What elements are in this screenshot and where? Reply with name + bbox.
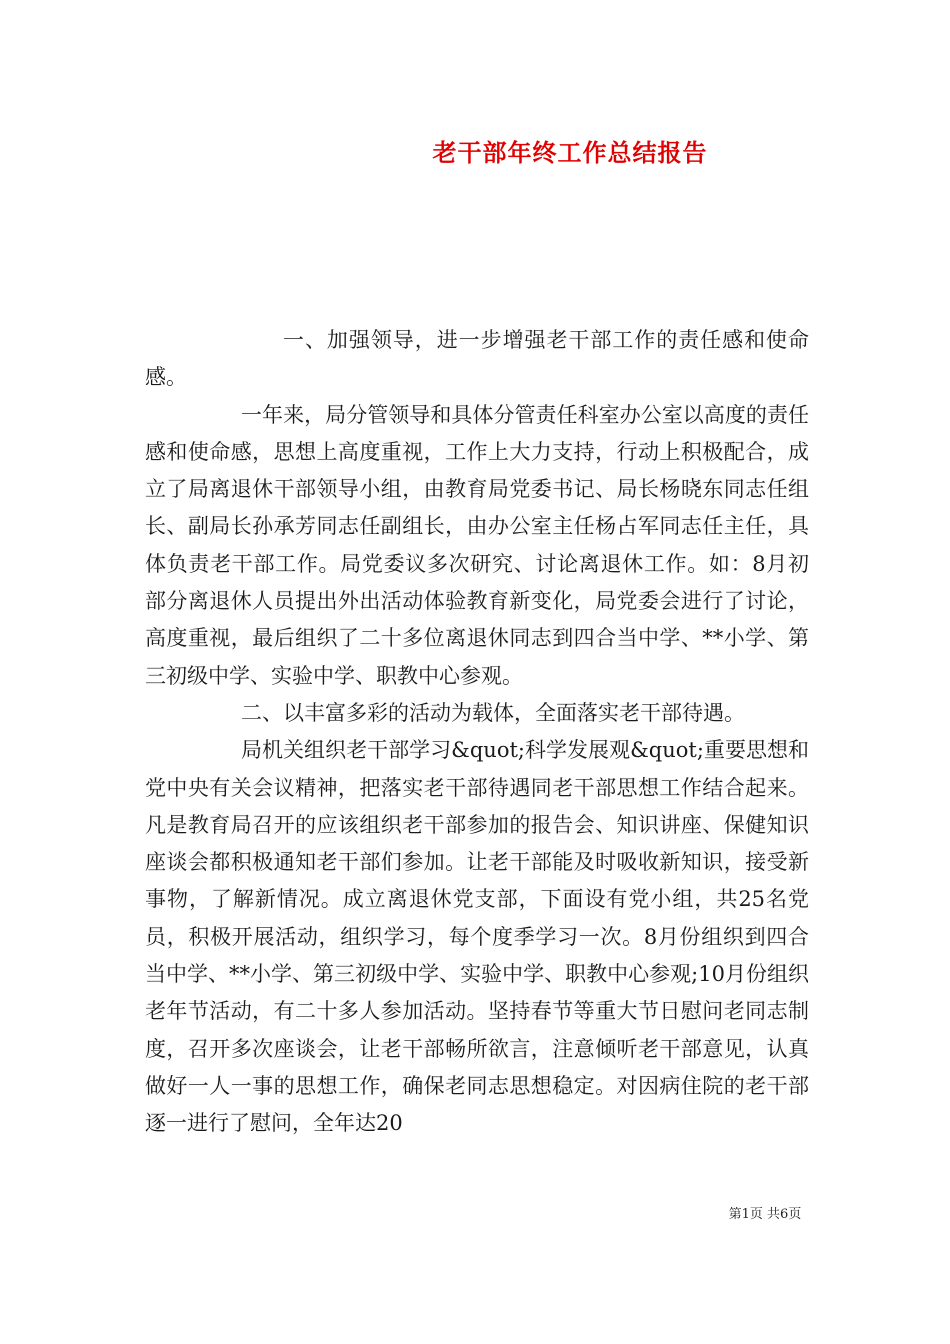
page-number: 第1页 共6页: [728, 1207, 802, 1222]
section-heading-1: 一、加强领导，进一步增强老干部工作的责任感和使命感。: [145, 328, 809, 390]
document-title: 老干部年终工作总结报告: [432, 138, 708, 167]
document-body: [145, 322, 809, 1143]
paragraph: 局机关组织老干部学习&quot;科学发展观&quot;重要思想和党中央有关会议精神，把落实老干部待遇同老干部思想工作结合起来。凡是教育局召开的应该组织老干部参加的报告会、知识讲座、保健知识座谈会都积极通知老干部们参加。让老干部能及时吸收新知识，接受新事物，了解新情况。成立离退休党支部，下面设有党小组，共25名党员，积极开展活动，组织学习，每个度季学习一次。8月份组织到四合当中学、**小学、第三初级中学、实验中学、职教中心参观;10月份组织老年节活动，有二十多人参加活动。坚持春节等重大节日慰问老同志制度，召开多次座谈会，让老干部畅所欲言，注意倾听老干部意见，认真做好一人一事的思想工作，确保老同志思想稳定。对因病住院的老干部逐一进行了慰问，全年达20: [145, 738, 809, 1136]
section-heading-2: 二、以丰富多彩的活动为载体，全面落实老干部待遇。: [241, 700, 745, 725]
paragraph: 一年来，局分管领导和具体分管责任科室办公室以高度的责任感和使命感，思想上高度重视，工作上大力支持，行动上积极配合，成立了局离退休干部领导小组，由教育局党委书记、局长杨晓东同志任组长、副局长孙承芳同志任副组长，由办公室主任杨占军同志任主任，具体负责老干部工作。局党委议多次研究、讨论离退休工作。如：8月初部分离退休人员提出外出活动体验教育新变化，局党委会进行了讨论，高度重视，最后组织了二十多位离退休同志到四合当中学、**小学、第三初级中学、实验中学、职教中心参观。: [145, 402, 809, 688]
